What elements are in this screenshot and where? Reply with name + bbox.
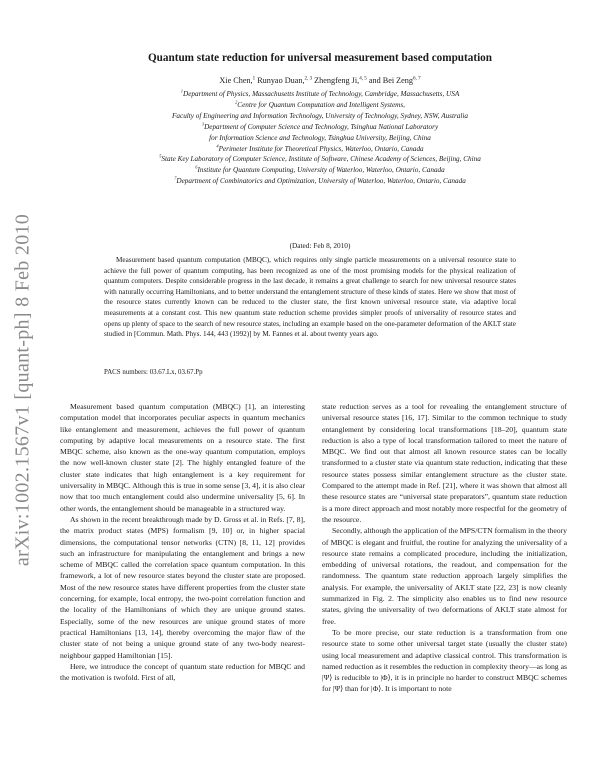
paragraph: state reduction serves as a tool for revealing the entanglement structure of universal resource states [16, 17]. Similar to the common technique to study entanglement by considering local transformations [18–20], quantum state reduction is also a type of local transformation tailored to meet the nature of MBQC. We find out that almost all known resource states can be locally transformed to a cluster state via quantum state reduction, indicating that these resource states possess similar entanglement structure as the cluster state. Compared to the attempt made in Ref. [21], where it was shown that almost all these resource states are “universal state preparators”, quantum state reduction is a more direct approach and most notably more respectful for the geometry of the resource. [322, 402, 567, 524]
affiliation-line: $^5$State Key Laboratory of Computer Science, Institute of Software, Chinese Academy of Sciences, Beijing, China [159, 154, 481, 164]
affiliation-line: $^1$Department of Physics, Massachusetts Institute of Technology, Cambridge, Massachusetts, USA [180, 88, 460, 98]
author-list [60, 76, 580, 85]
affiliation-line: $^7$Department of Combinatorics and Optimization, University of Waterloo, Waterloo, Ontario, Canada [174, 175, 466, 186]
arxiv-stamp-text: arXiv:1002.1567v1 [quant-ph] 8 Feb 2010 [11, 213, 34, 567]
author: Runyao Duan,$^{2, 3}$ [257, 75, 313, 85]
abstract: Measurement based quantum computation (MBQC), which requires only single particle measurements on a universal resource state to achieve the full power of quantum computing, has been recognized as one of the most promising models for the physical realization of quantum computers. Despite considerable progress in the last decade, it remains a great challenge to search for new universal resource states with naturally occurring Hamiltonians, and to better understand the entanglement structure of these kinds of states. Here we show that most of the resource states currently known can be reduced to the cluster state, the first known universal resource state, via adaptive local measurements at a constant cost. This new quantum state reduction scheme provides simpler proofs of universality of resource states and opens up plenty of space to the search of new resource states, including an example based on the one-parameter deformation of the AKLT state studied in [Commun. Math. Phys. 144, 443 (1992)] by M. Fannes et al. about twenty years ago. [104, 256, 516, 339]
affiliation-line: $^4$Perimeter Institute for Theoretical Physics, Waterloo, Ontario, Canada [216, 143, 424, 153]
affiliation-line: $^6$Institute for Quantum Computing, University of Waterloo, Waterloo, Ontario, Canada [195, 164, 445, 175]
body-column-left [60, 401, 305, 683]
affiliation-line: $^3$Department of Computer Science and Technology, Tsinghua National Laboratory [201, 121, 439, 131]
author: Zhengfeng Ji,$^{4, 5}$ [314, 75, 367, 85]
paragraph: Measurement based quantum computation (MBQC) [1], an interesting computation model that incorporates peculiar aspects in quantum mechanics like entanglement and measurement, achieves the full power of quantum computing by adaptive local measurements on a resource state. The first MBQC scheme, also known as the one-way quantum computation, employs the now well-known cluster state [2]. The highly entangled feature of the cluster state indicates that high entanglement is a key requirement for universality in MBQC. Although this is true in some sense [3, 4], it is also clear now that too much entanglement could also undermine universality [5, 6]. In other words, the entanglement should be manageable in a structured way. [60, 402, 305, 513]
paragraph: To be more precise, our state reduction is a transformation from one resource state to some other universal target state (usually the cluster state) using local measurement and adaptive classical control. This transformation is named reduction as it resembles the reduction in complexity theory—as long as |Ψ⟩ is reducible to |Φ⟩, it is in principle no harder to construct MBQC schemes for |Ψ⟩ than for |Φ⟩. It is important to note [322, 627, 567, 694]
paragraph: Secondly, although the application of the MPS/CTN formalism in the theory of MBQC is elegant and fruitful, the routine for analyzing the universality of a resource state remains a complicated procedure, including the initialization, embedding of universal rotations, the readout, and compensation for the randomness. The quantum state reduction approach largely simplifies the analysis. For example, the universality of AKLT state [22, 23] is now cleanly summarized in Fig. 2. The simplicity also enables us to find new resource states, giving the universality of two deformations of AKLT state almost for free. [322, 526, 568, 626]
affiliation-line: Faculty of Engineering and Information Technology, University of Technology, Sydney, NSW, Australia [172, 111, 468, 120]
affiliation-line: for Information Science and Technology, Tsinghua University, Beijing, China [209, 133, 431, 142]
arxiv-stamp [8, 180, 38, 600]
paper-title: Quantum state reduction for universal measurement based computation [147, 52, 492, 64]
affiliations [40, 89, 600, 187]
affiliation-line: $^2$Centre for Quantum Computation and Intelligent Systems, [235, 99, 405, 109]
body-column-right [322, 401, 567, 695]
paragraph: As shown in the recent breakthrough made by D. Gross et al. in Refs. [7, 8], the matrix product states (MPS) formalism [9, 10] or, in higher spacial dimensions, the computational tensor networks (CTN) [8, 11, 12] provides such an infrastructure for manipulating the entanglement and brings a new scheme of MBQC called the correlation space quantum computation. In this framework, a lot of new resource states beyond the cluster state are proposed. Most of the new resource states have different properties from the cluster state concerning, for example, local entropy, the two-point correlation function and the locality of the Hamiltonians of which they are unique ground states. Especially, some of the new resources are unique ground states of more practical Hamiltonians [13, 14], thereby overcoming the major flaw of the cluster state of not being a unique ground state of any two-body nearest-neighbour gapped Hamiltonian [15]. [60, 514, 305, 660]
date-line: (Dated: Feb 8, 2010) [289, 241, 351, 250]
author: and Bei Zeng$^{6, 7}$ [368, 75, 421, 85]
author: Xie Chen,$^1$ [219, 75, 256, 85]
pacs-numbers: PACS numbers: 03.67.Lx, 03.67.Pp [104, 369, 203, 376]
paragraph: Here, we introduce the concept of quantum state reduction for MBQC and the motivation is twofold. First of all, [60, 661, 305, 683]
